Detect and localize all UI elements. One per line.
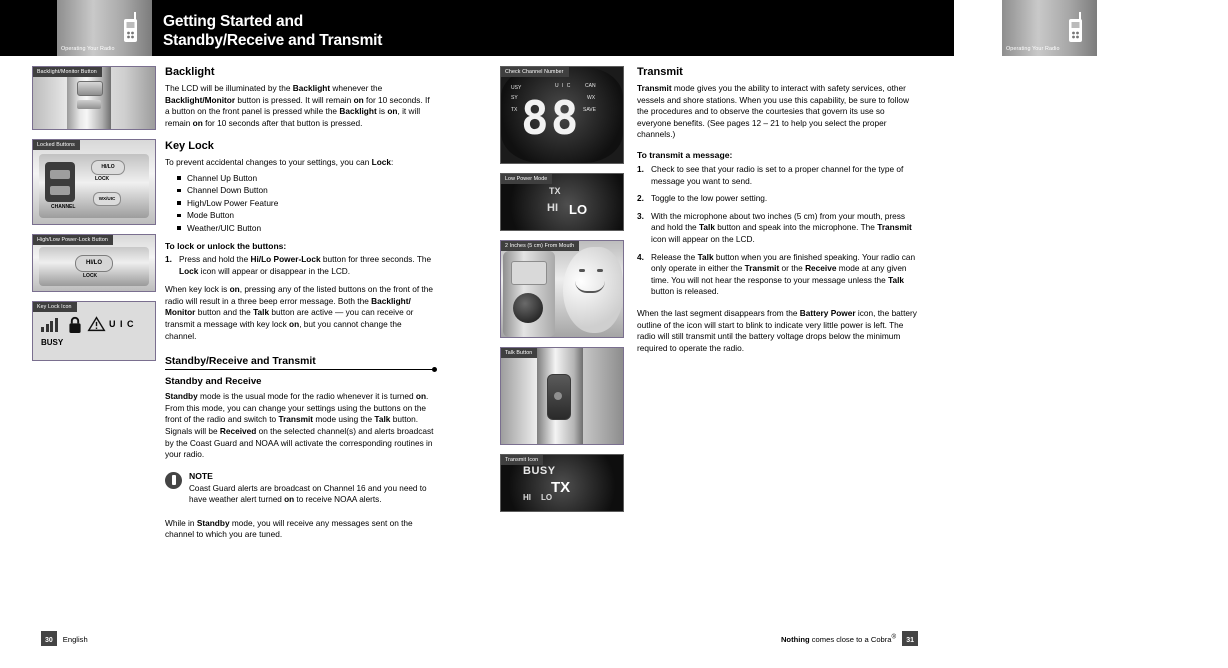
figure-caption: Backlight/Monitor Button xyxy=(33,67,102,77)
standby-section-rule xyxy=(165,356,435,370)
busy-indicator: BUSY xyxy=(41,338,64,347)
uic-indicator: U I C xyxy=(555,83,572,89)
transmit-sub-heading: To transmit a message: xyxy=(637,149,733,160)
footer-right-sup: ® xyxy=(891,632,897,640)
busy-indicator: BUSY xyxy=(523,465,556,477)
header-left-title-line1: Getting Started and xyxy=(163,13,304,30)
standby-closing: While in Standby mode, you will receive any messages sent on the channel to which you are tuned. xyxy=(165,517,413,540)
list-item: Toggle to the low power setting. xyxy=(651,193,768,204)
key-lock-heading: Key Lock xyxy=(165,140,214,153)
list-item: Release the Talk button when you are finished speaking. Your radio can only operate in either the Transmit or the Receive mode at any given time. You will not hear the response to your message unless the Talk button is released. xyxy=(651,251,916,297)
figure-check-channel-number xyxy=(500,66,624,164)
figure-2-inches-from-mouth xyxy=(500,240,624,338)
footer-right-text xyxy=(780,632,897,644)
key-lock-list xyxy=(165,172,435,234)
figure-caption: Check Channel Number xyxy=(501,67,569,77)
list-item: Mode Button xyxy=(177,209,435,221)
lo-indicator: LO xyxy=(541,493,553,502)
page-number-left: 30 xyxy=(41,634,57,646)
figure-artwork xyxy=(501,348,623,444)
figure-caption: High/Low Power-Lock Button xyxy=(33,235,113,245)
key-lock-steps xyxy=(165,254,435,277)
figure-artwork: USY SY TX U I C CAN WX SAVE 88 xyxy=(501,67,623,163)
list-item: Weather/UIC Button xyxy=(177,222,435,234)
figure-caption: Transmit Icon xyxy=(501,455,543,465)
key-lock-sub-heading: To lock or unlock the buttons: xyxy=(165,241,287,251)
list-item: High/Low Power Feature xyxy=(177,197,435,209)
standby-section-heading: Standby/Receive and Transmit xyxy=(165,356,316,368)
right-figure-column xyxy=(500,66,624,521)
header-left-swatch-label: Operating Your Radio xyxy=(61,46,115,52)
figure-caption: Low Power Mode xyxy=(501,174,552,184)
figure-caption: 2 Inches (5 cm) From Mouth xyxy=(501,241,579,251)
list-item: With the microphone about two inches (5 cm) from your mouth, press and hold the Talk button and speak into the microphone. The Transmit icon will appear on the LCD. xyxy=(651,210,912,244)
transmit-closing: When the last segment disappears from the Battery Power icon, the battery outline of the icon will start to blink to indicate very little power is left. The radio will still transmit until the battery voltage drops below the minimum required to operate the radio. xyxy=(637,307,917,353)
standby-paragraph: Standby mode is the usual mode for the radio whenever it is turned on. From this mode, you can change your settings using the buttons on the front of the radio and switch to Transmit mode using the Talk button. Signals will be Received on the selected channel(s) and alerts broadcast by the Coast Guard and NOAA will activate the corresponding routines in your radio. xyxy=(165,391,434,460)
figure-transmit-icon xyxy=(500,454,624,512)
right-text-column xyxy=(637,66,917,361)
header-right xyxy=(477,0,1228,68)
header-right-title: Standby/Receive and Transmit xyxy=(1107,32,1228,68)
header-right-swatch-label: Operating Your Radio xyxy=(1006,46,1060,52)
rule-dot xyxy=(432,367,437,372)
figure-low-power-mode xyxy=(500,173,624,231)
note-block xyxy=(165,471,435,506)
footer-left-label: English xyxy=(62,634,88,644)
figure-artwork: HI/LO LOCK xyxy=(33,235,155,291)
header-left-title xyxy=(163,12,382,50)
footer-right xyxy=(781,633,918,646)
radio-icon xyxy=(1063,12,1089,44)
header-left xyxy=(0,0,477,56)
page-number-right: 31 xyxy=(902,634,918,646)
list-item: Channel Down Button xyxy=(177,184,435,196)
figure-caption: Talk Button xyxy=(501,348,537,358)
figure-caption: Locked Buttons xyxy=(33,140,80,150)
header-left-title-line2: Standby/Receive and Transmit xyxy=(163,32,383,49)
transmit-heading: Transmit xyxy=(637,66,683,78)
transmit-paragraph: Transmit mode gives you the ability to interact with safety services, other vessels and shore stations. When you use this capability, be sure to follow the procedures and to observe the courtesies that govern its use so everyone benefits. (See pages 12 – 21 to help you select the proper channels.) xyxy=(637,83,909,140)
list-item: Check to see that your radio is set to a proper channel for the type of message you want to send. xyxy=(651,163,904,186)
figure-artwork xyxy=(501,241,623,337)
list-item: Press and hold the Hi/Lo Power-Lock button for three seconds. The Lock icon will appear or disappear in the LCD. xyxy=(179,254,432,276)
warning-triangle-icon xyxy=(88,316,105,332)
figure-caption: Key Lock Icon xyxy=(33,302,77,312)
lock-icon xyxy=(67,315,83,335)
list-item: Channel Up Button xyxy=(177,172,435,184)
backlight-paragraph: The LCD will be illuminated by the Backlight whenever the Backlight/Monitor button is pressed. It will remain on for 10 seconds. If a button on the front panel is pressed while the Backlight is on, it will remain on for 10 seconds after that button is pressed. xyxy=(165,83,430,128)
tx-indicator: TX xyxy=(549,186,561,196)
uic-indicator: U I C xyxy=(109,319,135,329)
figure-artwork: HI/LO WX/UIC CHANNEL LOCK xyxy=(33,140,155,224)
footer-right-tagline: comes close to a Cobra xyxy=(809,634,892,644)
key-lock-intro: To prevent accidental changes to your settings, you can Lock: xyxy=(165,157,394,168)
figure-locked-buttons xyxy=(32,139,156,225)
lo-indicator: LO xyxy=(569,202,588,217)
note-title: NOTE xyxy=(189,470,213,481)
tx-indicator: TX xyxy=(551,479,571,496)
figure-key-lock-icon xyxy=(32,301,156,361)
standby-sub-heading: Standby and Receive xyxy=(165,376,262,388)
figure-backlight-monitor-button xyxy=(32,66,156,130)
key-lock-paragraph: When key lock is on, pressing any of the listed buttons on the front of the radio will result in a three beep error message. Both the Backlight/ Monitor button and the Talk button are active — you can receive or transmit a message with key lock on, but you cannot change the channel. xyxy=(165,284,433,341)
hi-indicator: HI xyxy=(523,493,531,502)
left-text-column xyxy=(165,66,435,548)
channel-number: 88 xyxy=(521,91,581,145)
left-figure-column xyxy=(32,66,156,370)
backlight-heading: Backlight xyxy=(165,66,215,78)
footer-left xyxy=(41,634,88,646)
figure-high-low-power-lock-button xyxy=(32,234,156,292)
transmit-steps xyxy=(637,164,917,298)
note-text: Coast Guard alerts are broadcast on Channel 16 and you need to have weather alert turned on to receive NOAA alerts. xyxy=(189,483,427,505)
hi-indicator: HI xyxy=(547,202,558,214)
figure-talk-button xyxy=(500,347,624,445)
radio-icon xyxy=(118,12,144,44)
footer-right-brandword: Nothing xyxy=(780,634,810,644)
note-icon xyxy=(165,472,182,489)
